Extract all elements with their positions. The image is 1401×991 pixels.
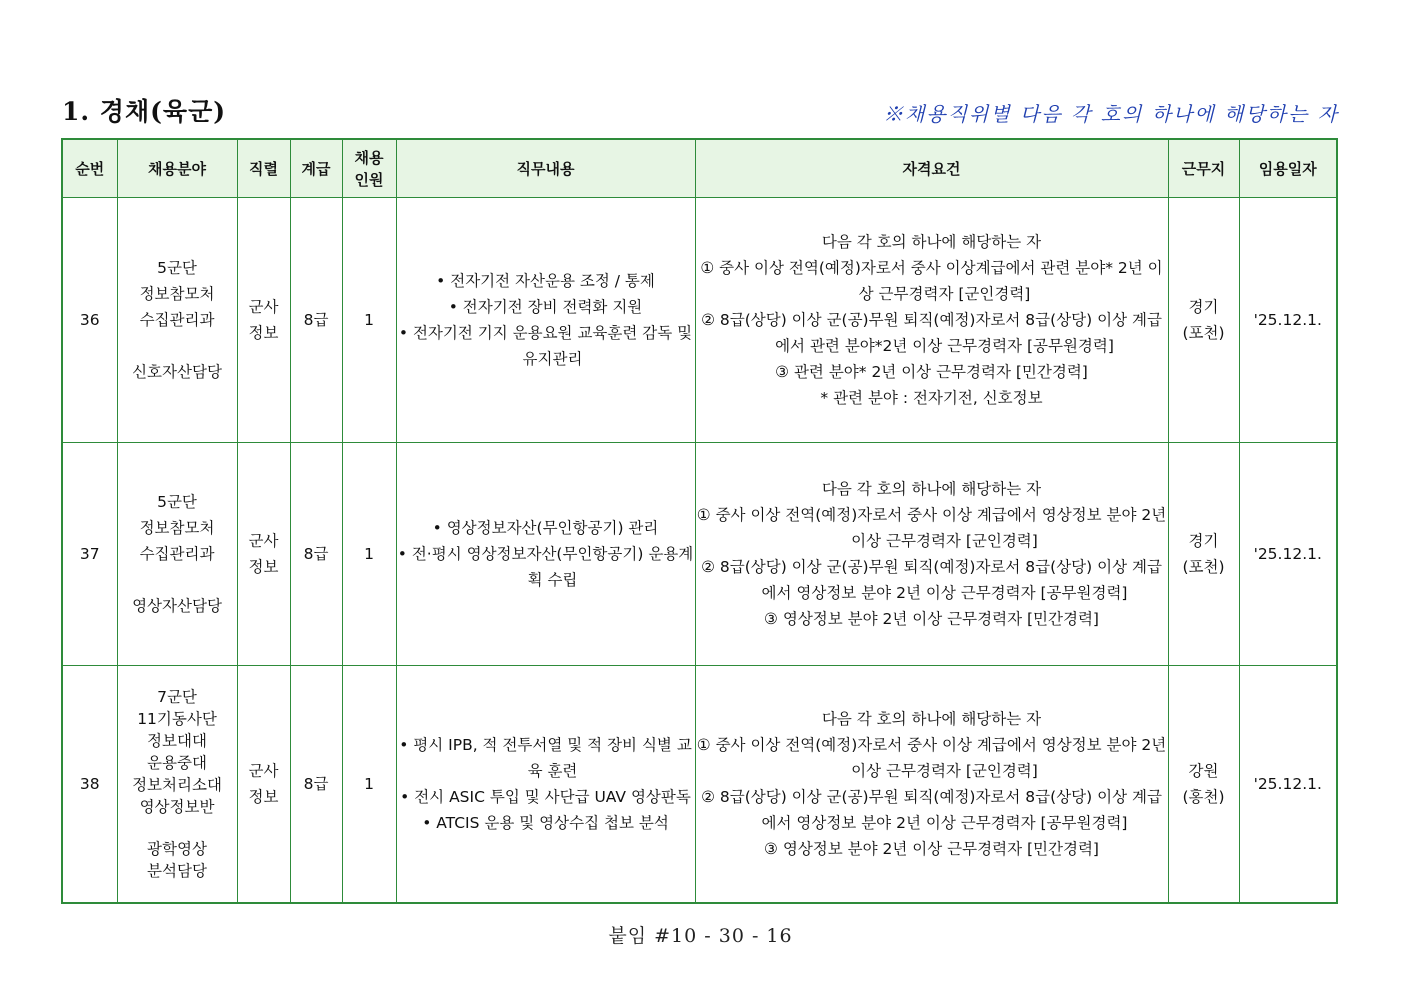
qualification-item: ③ 관련 분야* 2년 이상 근무경력자 [민간경력]	[775, 363, 1088, 381]
header-grade: 계급	[290, 139, 342, 198]
cell-no: 38	[62, 666, 117, 903]
header-row	[62, 139, 1337, 198]
series-line: 정보	[248, 787, 279, 806]
header-field: 채용분야	[117, 139, 237, 198]
field-line: 정보참모처	[139, 519, 215, 537]
cell-hires: 1	[342, 198, 396, 443]
series-line: 정보	[248, 558, 279, 576]
qualification-item: ② 8급(상당) 이상 군(공)무원 퇴직(예정)자로서 8급(상당) 이상 계급에서 관련 분야*2년 이상 근무경력자 [공무원경력]	[701, 311, 1162, 355]
header-hires-line2: 인원	[354, 170, 384, 189]
cell-series	[237, 666, 290, 903]
field-line: 11기동사단	[137, 709, 217, 728]
qualification-item: ① 중사 이상 전역(예정)자로서 중사 이상계급에서 관련 분야* 2년 이상 근무경력자 [군인경력]	[700, 259, 1163, 303]
location-line: 경기	[1188, 532, 1219, 550]
qualification-item: ③ 영상정보 분야 2년 이상 근무경력자 [민간경력]	[764, 839, 1099, 858]
table-row	[62, 666, 1337, 903]
field-line: 5군단	[157, 259, 197, 277]
field-spacer	[118, 567, 237, 593]
duty-item: • 전자기전 자산운용 조정 / 통제	[436, 272, 655, 290]
location-line: (포천)	[1182, 558, 1225, 576]
field-line: 영상자산담당	[132, 597, 222, 615]
qualification-item: ① 중사 이상 전역(예정)자로서 중사 이상 계급에서 영상정보 분야 2년 이상 근무경력자 [군인경력]	[696, 506, 1167, 550]
duty-item: • 전자기전 기지 운용요원 교육훈련 감독 및 유지관리	[398, 324, 693, 368]
field-line: 정보대대	[147, 731, 207, 750]
cell-duty	[396, 198, 695, 443]
cell-qualification	[695, 198, 1168, 443]
field-line: 수집관리과	[139, 311, 215, 329]
header-date: 임용일자	[1239, 139, 1337, 198]
field-line: 영상정보반	[139, 797, 215, 816]
header-no: 순번	[62, 139, 117, 198]
qualification-item: ② 8급(상당) 이상 군(공)무원 퇴직(예정)자로서 8급(상당) 이상 계급에서 영상정보 분야 2년 이상 근무경력자 [공무원경력]	[701, 558, 1162, 602]
header-duty: 직무내용	[396, 139, 695, 198]
qualification-intro: 다음 각 호의 하나에 해당하는 자	[821, 709, 1042, 728]
qualification-intro: 다음 각 호의 하나에 해당하는 자	[821, 480, 1042, 498]
duty-item: • ATCIS 운용 및 영상수집 첩보 분석	[422, 813, 669, 832]
qualification-item: ② 8급(상당) 이상 군(공)무원 퇴직(예정)자로서 8급(상당) 이상 계급에서 영상정보 분야 2년 이상 근무경력자 [공무원경력]	[701, 787, 1162, 832]
cell-duty	[396, 666, 695, 903]
page-number: 붙임 #10 - 30 - 16	[608, 925, 793, 947]
header-location: 근무지	[1168, 139, 1239, 198]
cell-grade: 8급	[290, 198, 342, 443]
qualification-intro: 다음 각 호의 하나에 해당하는 자	[821, 233, 1042, 251]
cell-no: 37	[62, 443, 117, 666]
header-qualification: 자격요건	[695, 139, 1168, 198]
qualification-item: ③ 영상정보 분야 2년 이상 근무경력자 [민간경력]	[764, 610, 1099, 628]
cell-field	[117, 666, 237, 903]
field-spacer	[118, 818, 237, 838]
field-line: 정보처리소대	[132, 775, 222, 794]
field-line: 광학영상	[147, 839, 207, 858]
location-line: (포천)	[1182, 324, 1225, 342]
cell-location	[1168, 666, 1239, 903]
cell-date: '25.12.1.	[1239, 666, 1337, 903]
cell-grade: 8급	[290, 443, 342, 666]
cell-no: 36	[62, 198, 117, 443]
series-line: 군사	[248, 298, 279, 316]
cell-series	[237, 443, 290, 666]
series-line: 정보	[248, 324, 279, 342]
cell-qualification	[695, 666, 1168, 903]
series-line: 군사	[248, 532, 279, 550]
series-line: 군사	[248, 761, 279, 780]
cell-series	[237, 198, 290, 443]
cell-hires: 1	[342, 666, 396, 903]
header-hires	[342, 139, 396, 198]
duty-item: • 전시 ASIC 투입 및 사단급 UAV 영상판독	[400, 787, 691, 806]
cell-grade: 8급	[290, 666, 342, 903]
field-line: 7군단	[157, 687, 197, 706]
table-row	[62, 198, 1337, 443]
duty-item: • 전자기전 장비 전력화 지원	[448, 298, 643, 316]
location-line: 강원	[1188, 761, 1219, 780]
section-title: 1. 경채(육군)	[62, 97, 227, 126]
field-line: 수집관리과	[139, 545, 215, 563]
qualification-footnote: * 관련 분야 : 전자기전, 신호정보	[820, 389, 1043, 407]
field-line: 운용중대	[147, 753, 207, 772]
qualification-item: ① 중사 이상 전역(예정)자로서 중사 이상 계급에서 영상정보 분야 2년 이상 근무경력자 [군인경력]	[696, 735, 1167, 780]
cell-duty	[396, 443, 695, 666]
recruitment-table	[61, 138, 1338, 904]
duty-item: • 전·평시 영상정보자산(무인항공기) 운용계획 수립	[397, 545, 694, 589]
field-line: 정보참모처	[139, 285, 215, 303]
duty-item: • 영상정보자산(무인항공기) 관리	[432, 519, 659, 537]
field-line: 신호자산담당	[132, 363, 222, 381]
field-spacer	[118, 333, 237, 359]
field-line: 5군단	[157, 493, 197, 511]
cell-hires: 1	[342, 443, 396, 666]
eligibility-note: ※채용직위별 다음 각 호의 하나에 해당하는 자	[883, 102, 1339, 126]
duty-item: • 평시 IPB, 적 전투서열 및 적 장비 식별 교육 훈련	[399, 735, 692, 780]
location-line: (홍천)	[1182, 787, 1225, 806]
cell-location	[1168, 443, 1239, 666]
header-series: 직렬	[237, 139, 290, 198]
location-line: 경기	[1188, 298, 1219, 316]
cell-date: '25.12.1.	[1239, 443, 1337, 666]
cell-date: '25.12.1.	[1239, 198, 1337, 443]
cell-field	[117, 443, 237, 666]
table-row	[62, 443, 1337, 666]
cell-field	[117, 198, 237, 443]
cell-qualification	[695, 443, 1168, 666]
cell-location	[1168, 198, 1239, 443]
field-line: 분석담당	[147, 861, 207, 880]
header-hires-line1: 채용	[354, 148, 384, 167]
